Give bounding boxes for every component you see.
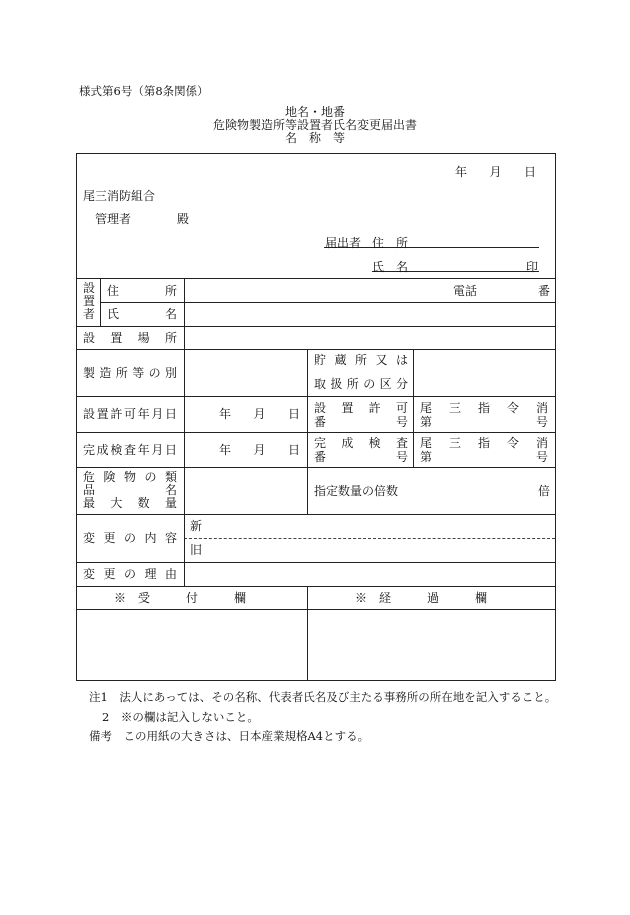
remark: 備考 この用紙の大きさは、日本産業規格A4とする。: [89, 729, 370, 743]
storage-handling-label-1: 貯蔵所又は: [314, 353, 408, 367]
date-year: 年: [455, 165, 468, 179]
applicant-address-label: 住 所: [372, 236, 409, 250]
title-line-1: 地名・地番: [284, 105, 345, 119]
change-content-label: 変更の内容: [83, 531, 177, 545]
progress-header: ※ 経 過 欄: [355, 591, 488, 605]
multiple-suffix: 倍: [538, 484, 551, 498]
install-permit-date-label: 設置許可年月日: [83, 407, 177, 421]
applicant-label: 届出者: [325, 236, 362, 250]
multiple-label: 指定数量の倍数: [314, 484, 399, 498]
hazmat-class-label: 危険物の類: [83, 470, 177, 484]
installer-name-label: 氏 名: [107, 307, 177, 321]
note-2: 2 ※の欄は記入しないこと。: [102, 710, 259, 724]
inspection-date: 年 月 日: [219, 443, 300, 457]
reception-header: ※ 受 付 欄: [114, 591, 247, 605]
facility-type-label: 製造所等の別: [83, 366, 177, 380]
install-permit-date: 年 月 日: [219, 407, 300, 421]
inspection-order-1: 尾三指令消: [420, 436, 548, 450]
install-permit-order-1: 尾三指令消: [420, 401, 548, 415]
note-1: 注1 法人にあっては、その名称、代表者氏名及び主たる事務所の所在地を記入すること。: [89, 690, 557, 704]
addressee-suffix: 殿: [177, 212, 190, 226]
hazmat-max-qty-label: 最大数量: [83, 496, 177, 510]
inspection-order-2: 第 号: [420, 450, 548, 464]
addressee-role: 管理者: [95, 212, 132, 226]
date-month: 月: [489, 165, 502, 179]
title-line-2: 危険物製造所等設置者氏名変更届出書: [212, 118, 417, 132]
organization-name: 尾三消防組合: [83, 189, 156, 203]
title-line-3: 名 称 等: [284, 131, 345, 145]
phone-suffix: 番: [538, 284, 551, 298]
form-id: 様式第6号（第8条関係）: [79, 84, 209, 98]
seal-mark: 印: [526, 260, 539, 274]
install-permit-no-label-2: 番 号: [314, 415, 408, 429]
hazmat-item-label: 品 名: [83, 483, 177, 497]
change-new-label: 新: [190, 519, 203, 533]
date-line: [455, 165, 536, 179]
phone-label: 電話: [453, 284, 478, 298]
change-old-label: 旧: [190, 543, 203, 557]
inspection-no-label-1: 完成検査: [314, 436, 408, 450]
change-reason-label: 変更の理由: [83, 567, 177, 581]
inspection-date-label: 完成検査年月日: [83, 443, 177, 457]
installer-vertical-label: 設 置 者: [83, 281, 96, 321]
inspection-no-label-2: 番 号: [314, 450, 408, 464]
date-day: 日: [523, 165, 536, 179]
install-permit-order-2: 第 号: [420, 415, 548, 429]
applicant-name-label: 氏 名: [372, 260, 409, 274]
install-location-label: 設置場所: [83, 331, 177, 345]
installer-address-label: 住 所: [107, 284, 177, 298]
install-permit-no-label-1: 設置許可: [314, 401, 408, 415]
storage-handling-label-2: 取扱所の区分: [314, 377, 408, 391]
